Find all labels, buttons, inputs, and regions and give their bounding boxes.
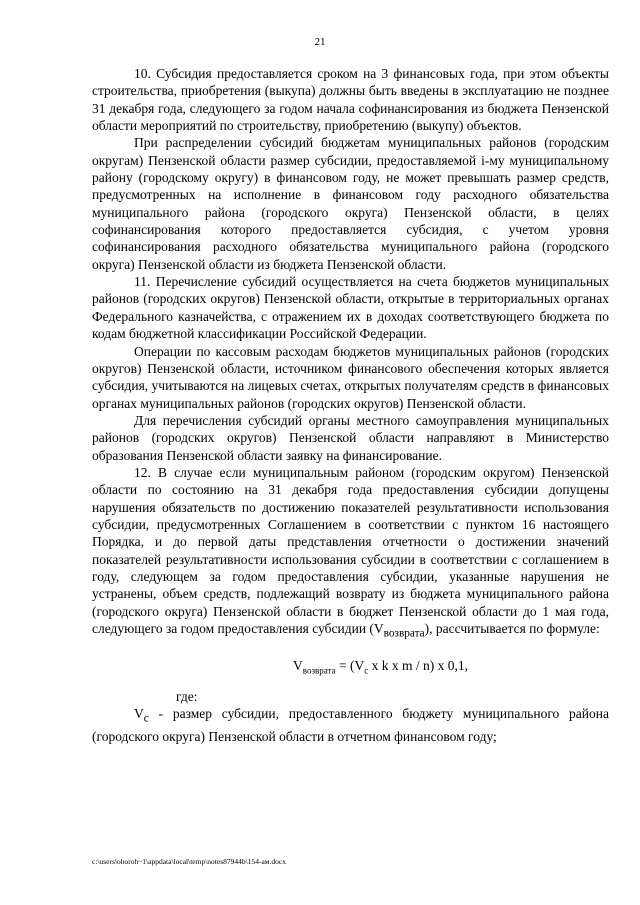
paragraph-12-subscript: возврата [383, 627, 425, 640]
paragraph-11: 11. Перечисление субсидий осуществляется на счета бюджетов муниципальных районов (городских округов) Пензенской области, открытые в территориальных органах Федерального казначейства, с отражением их в доходах соответствующего бюджета по кодам бюджетной классификации Российской Федерации. [92, 274, 609, 342]
paragraph-transfer-request: Для перечисления субсидий органы местного самоуправления муниципальных районов (городских округов) Пензенской области направляют в Министерство образования Пензенской области заявку на финансирование. [92, 412, 609, 463]
file-path-footer: c:\users\ohoroh~1\appdata\local\temp\notes87944b\154-ам.docx [92, 857, 286, 866]
formula-v-subscript: возврата [302, 665, 336, 676]
paragraph-12 [92, 464, 609, 643]
paragraph-12-tail: ), рассчитывается по формуле: [424, 621, 600, 636]
formula-rest: x k x m / n) x 0,1, [368, 658, 468, 674]
paragraph-cash-operations: Операции по кассовым расходам бюджетов муниципальных районов (городских округов) Пензенской области, источником финансового обеспечения которых является субсидия, учитываются на лицевых счетах, открытых получателям средств в финансовых органах муниципальных районов (городских округов) Пензенской области. [92, 343, 609, 411]
paragraph-12-text: 12. В случае если муниципальным районом (городским округом) Пензенской области по состоянию на 31 декабря года предоставления субсидии допущены нарушения обязательств по достижению показателей результативности использования субсидии, предусмотренных Соглашением в соответствии с пунктом 16 настоящего Порядка, и до первой даты представления отчетности о достижении значений показателей результативности использования субсидии в соответствии с соглашением в году, следующем за годом предоставления субсидии, указанные нарушения не устранены, объем средств, подлежащий возврату из бюджета муниципального района (городского округа) Пензенской области в бюджет Пензенской области до 1 мая года, следующего за годом предоставления субсидии (V [92, 464, 609, 636]
return-formula [152, 657, 609, 680]
where-label: где: [176, 689, 198, 705]
page-number: 21 [314, 36, 326, 48]
document-body [92, 65, 609, 746]
paragraph-distribution: При распределении субсидий бюджетам муниципальных районов (городским округам) Пензенской области размер субсидии, предоставляемой i-му муниципальному району (городскому округу) в финансовом году, не может превышать размер средств, предусмотренных на исполнение в финансовом году расходного обязательства муниципального района (городского округа) Пензенской области, в целях софинансирования которого предоставляется субсидия, с учетом уровня софинансирования расходного обязательства муниципального района (городского округа) Пензенской области из бюджета Пензенской области. [92, 135, 609, 272]
definition-subscript: c [143, 713, 149, 726]
formula-c-subscript: c [364, 665, 369, 676]
formula-v: V [293, 658, 303, 674]
paragraph-10: 10. Субсидия предоставляется сроком на 3 финансовых года, при этом объекты строительства, приобретения (выкупа) должны быть введены в эксплуатацию не позднее 31 декабря года, следующего за годом начала софинансирования из бюджета Пензенской области мероприятий по строительству, приобретению (выкупу) объектов. [92, 66, 609, 134]
definition-v: V [134, 706, 144, 722]
definition-vc [92, 705, 609, 745]
formula-equals: = (V [335, 658, 365, 674]
definition-text: - размер субсидии, предоставленного бюджету муниципального района (городского округа) Пензенской области в отчетном финансовом году; [92, 706, 609, 745]
